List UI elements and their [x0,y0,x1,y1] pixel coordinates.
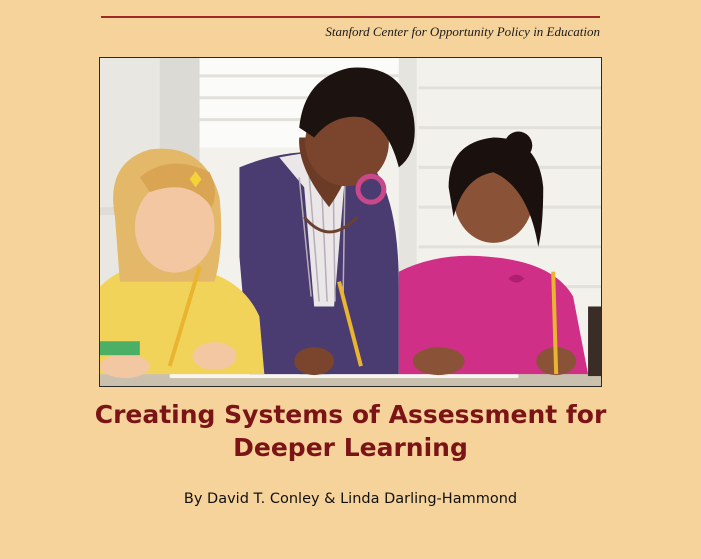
organization-name: Stanford Center for Opportunity Policy in Education [325,24,600,39]
cover-photo [99,57,602,387]
title-line-2: Deeper Learning [233,433,468,462]
classroom-photo-icon [100,58,601,386]
title-line-1: Creating Systems of Assessment for [94,400,607,429]
authors-byline: By David T. Conley & Linda Darling-Hammond [183,491,518,507]
header-rule [101,16,600,18]
document-title [0,398,701,464]
